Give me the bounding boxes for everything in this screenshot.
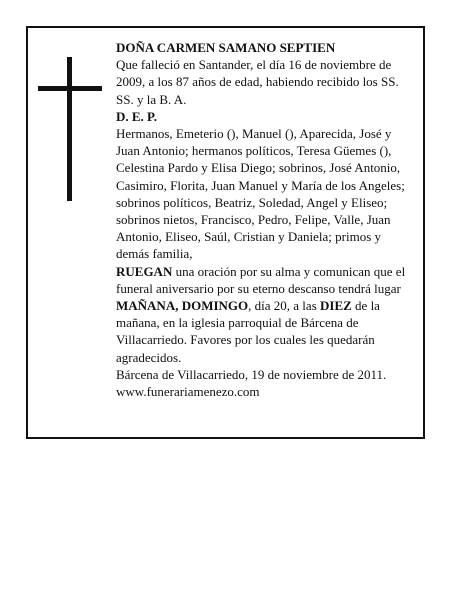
request-keyword: RUEGAN bbox=[116, 263, 173, 279]
request-text-2: , día 20, a las bbox=[248, 298, 320, 314]
obituary-notice bbox=[26, 26, 425, 439]
rip-line: D. E. P. bbox=[116, 108, 158, 124]
cross-icon-bar bbox=[38, 86, 102, 91]
website-link[interactable]: www.funerariamenezo.com bbox=[116, 384, 260, 400]
death-details: Que falleció en Santander, el día 16 de noviembre de 2009, a los 87 años de edad, habiendo recibido los SS. SS. y la B. A. bbox=[116, 57, 399, 107]
request-text-3: de la mañana, en la iglesia parroquial de Bárcena de Villacarriedo. Favores por los cuales les quedarán agradecidos. bbox=[116, 298, 380, 365]
place-date: Bárcena de Villacarriedo, 19 de noviembre de 2011. bbox=[116, 366, 387, 382]
funeral-announcement bbox=[116, 263, 416, 366]
deceased-name: DOÑA CARMEN SAMANO SEPTIEN bbox=[116, 40, 336, 55]
cross-icon bbox=[67, 57, 72, 201]
notice-text bbox=[116, 39, 416, 400]
mourners-list: Hermanos, Emeterio (), Manuel (), Aparecida, José y Juan Antonio; hermanos políticos, Teresa Güemes (), Celestina Pardo y Elisa Diego; sobrinos, José Antonio, Casimiro, Florita, Juan Manuel y María de los Angeles; sobrinos políticos, Beatriz, Soledad, Angel y Eliseo; sobrinos nietos, Francisco, Pedro, Felipe, Valle, Juan Antonio, Eliseo, Saúl, Cristian y Daniela; primos y demás familia, bbox=[116, 126, 405, 262]
hour-keyword: DIEZ bbox=[320, 298, 352, 314]
request-text-1: una oración por su alma y comunican que el funeral aniversario por su eterno descanso tendrá lugar bbox=[116, 263, 406, 296]
day-keyword: MAÑANA, DOMINGO bbox=[116, 298, 249, 314]
